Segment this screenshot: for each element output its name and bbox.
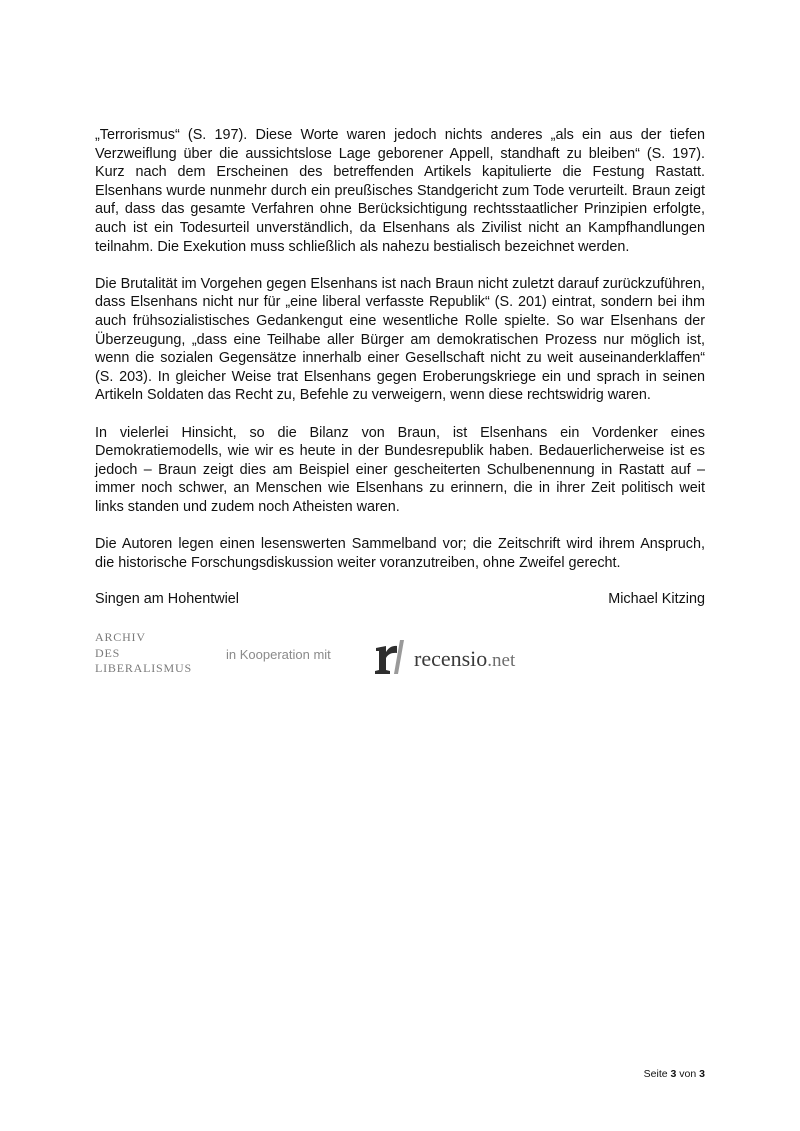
signoff-place: Singen am Hohentwiel xyxy=(95,591,239,608)
page-total: 3 xyxy=(699,1068,705,1080)
review-body xyxy=(95,126,705,609)
page-prefix: Seite xyxy=(643,1068,668,1080)
archiv-des-liberalismus-logo xyxy=(95,630,192,677)
archiv-logo-line: ARCHIV xyxy=(95,630,146,644)
paragraph: In vielerlei Hinsicht, so die Bilanz von Braun, ist Elsenhans ein Vordenker eines Demokratiemodells, wie wir es heute in der Bundesrepublik haben. Bedauerlicherweise ist es jedoch – Braun zeigt dies am Beispiel einer gescheiterten Schulbenennung in Rastatt auf – immer noch schwer, an Menschen wie Elsenhans zu erinnern, die in ihrer Zeit politisch weit links standen und zudem noch Atheisten waren. xyxy=(95,424,705,515)
recensio-r-icon xyxy=(374,636,408,676)
cooperation-text: in Kooperation mit xyxy=(226,647,331,662)
paragraph: „Terrorismus“ (S. 197). Diese Worte waren jedoch nichts anderes „als ein aus der tiefen Verzweiflung über die aussichtslose Lage geborener Appell, standhaft zu bleiben“ (S. 197). Kurz nach dem Erscheinen des betreffenden Artikels kapitulierte die Festung Rastatt. Elsenhans wurde nunmehr durch ein preußisches Standgericht zum Tode verurteilt. Braun zeigt auf, dass das gesamte Verfahren ohne Berücksichtigung rechtsstaatlicher Prinzipien erfolgte, auch ist ein Todesurteil unverständlich, da Elsenhans als Zivilist nicht an Kampfhandlungen teilnahm. Die Exekution muss schließlich als nahezu bestialisch bezeichnet werden. xyxy=(95,127,705,255)
paragraph: Die Brutalität im Vorgehen gegen Elsenhans ist nach Braun nicht zuletzt darauf zurückzuführen, dass Elsenhans nicht nur für „eine liberal verfasste Republik“ (S. 201) eintrat, sondern bei ihm auch frühsozialistisches Gedankengut eine wesentliche Rolle spielte. So war Elsenhans der Überzeugung, „dass eine Teilhabe aller Bürger am demokratischen Prozess nur möglich ist, wenn die sozialen Gegensätze innerhalb einer Gesellschaft nicht zu weit auseinanderklaffen“ (S. 203). In gleicher Weise trat Elsenhans gegen Eroberungskriege ein und sprach in seinen Artikeln Soldaten das Recht zu, Befehle zu verweigern, wenn diese rechtswidrig waren. xyxy=(95,275,705,404)
signoff-author: Michael Kitzing xyxy=(608,591,705,608)
archiv-logo-line: LIBERALISMUS xyxy=(95,661,192,675)
page-number xyxy=(644,1068,705,1080)
logo-bar xyxy=(95,630,545,682)
page-current: 3 xyxy=(670,1068,677,1080)
recensio-logo xyxy=(374,636,515,676)
recensio-wordmark xyxy=(414,647,515,676)
recensio-tld: .net xyxy=(487,650,516,671)
paragraph: Die Autoren legen einen lesenswerten Sammelband vor; die Zeitschrift wird ihrem Anspruch, die historische Forschungsdiskussion weiter voranzutreiben, ohne Zweifel gerecht. xyxy=(95,536,705,571)
signoff xyxy=(95,590,705,609)
archiv-logo-line: DES xyxy=(95,645,121,660)
page-middle: von xyxy=(679,1068,697,1080)
recensio-name: recensio xyxy=(414,646,488,671)
